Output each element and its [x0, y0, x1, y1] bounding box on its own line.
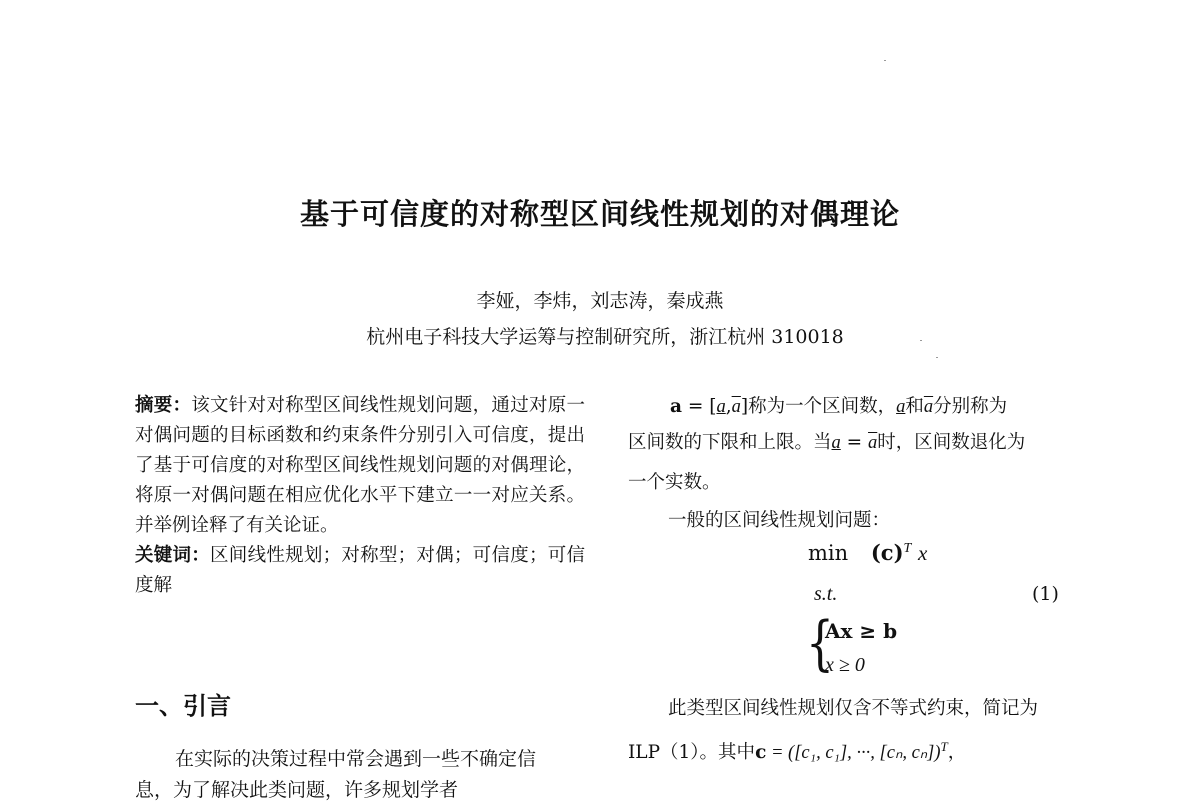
keywords — [135, 541, 585, 601]
ilp-label: ILP（1）。其中 — [628, 742, 756, 764]
abstract-body: 该文针对对称型区间线性规划问题，通过对原一对偶问题的目标函数和约束条件分别引入可信度，提出了基于可信度的对称型区间线性规划问题的对偶理论，将原一对偶问题在相应优化水平下建立一一对应关系。并举例诠释了有关论证。 — [135, 395, 585, 536]
keywords-label: 关键词： — [135, 545, 211, 566]
author-list: 李娅，李炜，刘志涛，秦成燕 — [476, 290, 724, 312]
min-operator: min — [808, 541, 849, 565]
interval-symbol: a — [670, 396, 682, 417]
degenerate-line — [628, 428, 1078, 458]
left-column — [135, 391, 585, 601]
def-text: 称为一个区间数， — [748, 396, 897, 417]
eq-sign-2: = — [840, 432, 869, 453]
scan-speck — [884, 60, 886, 61]
and-text: 和 — [905, 396, 924, 417]
transpose-mark: T — [903, 541, 912, 556]
constraint-nonneg: x ≥ 0 — [825, 654, 865, 676]
transpose-mark-2: T — [940, 739, 948, 754]
variable-x: x — [918, 541, 928, 565]
scan-speck — [920, 340, 922, 341]
degenerate-text: 时，区间数退化为 — [877, 432, 1026, 453]
constraint-ax-ge-b: Ax ≥ b — [825, 619, 898, 643]
cost-vector: (c) — [870, 540, 904, 565]
upper-bound-eq: $\overline{a}$ — [868, 433, 878, 453]
abstract-label: 摘要： — [135, 395, 192, 416]
section-heading: 一、引言 — [135, 692, 231, 720]
ilp-description: 此类型区间线性规划仅含不等式约束，简记为 — [668, 698, 1039, 719]
interval-definition — [628, 392, 1078, 422]
comma: , — [725, 396, 732, 417]
keywords-body: 区间线性规划；对称型；对偶；可信度；可信度解 — [135, 545, 585, 596]
trailing-comma: ， — [947, 742, 967, 764]
subject-to: s.t. — [814, 583, 838, 605]
scan-speck — [936, 357, 938, 358]
equation-number: (1) — [1032, 583, 1059, 605]
affiliation: 杭州电子科技大学运筹与控制研究所，浙江杭州 310018 — [366, 326, 844, 348]
close-bracket: ] — [740, 396, 749, 417]
eq-sign: = [ — [682, 396, 717, 417]
paper-title: 基于可信度的对称型区间线性规划的对偶理论 — [299, 197, 900, 231]
cost-interval-vector: c — [755, 742, 767, 764]
real-number-line: 一个实数。 — [628, 472, 721, 493]
upper-bound: $\overline{a}$ — [731, 397, 741, 417]
lower-bound-eq: a — [831, 433, 841, 453]
bound-text: 区间数的下限和上限。当 — [628, 432, 832, 453]
intro-paragraph: 在实际的决策过程中常会遇到一些不确定信 — [175, 748, 537, 770]
cost-interval-formula: = ([c₁, c₁], ···, [cₙ, cₙ]) — [766, 743, 941, 764]
abstract — [135, 391, 585, 541]
def-text-2: 分别称为 — [933, 396, 1008, 417]
constraint-brace: { — [806, 609, 834, 679]
upper-bound-ref: $\overline{a}$ — [923, 397, 934, 417]
lower-bound-ref: a — [896, 397, 906, 417]
lower-bound: a — [716, 397, 726, 417]
intro-partial-line: 息，为了解决此类问题，许多规划学者 — [135, 779, 459, 801]
general-ilp-intro: 一般的区间线性规划问题： — [668, 510, 891, 531]
ilp-definition — [628, 732, 1078, 768]
objective-line — [808, 540, 927, 566]
